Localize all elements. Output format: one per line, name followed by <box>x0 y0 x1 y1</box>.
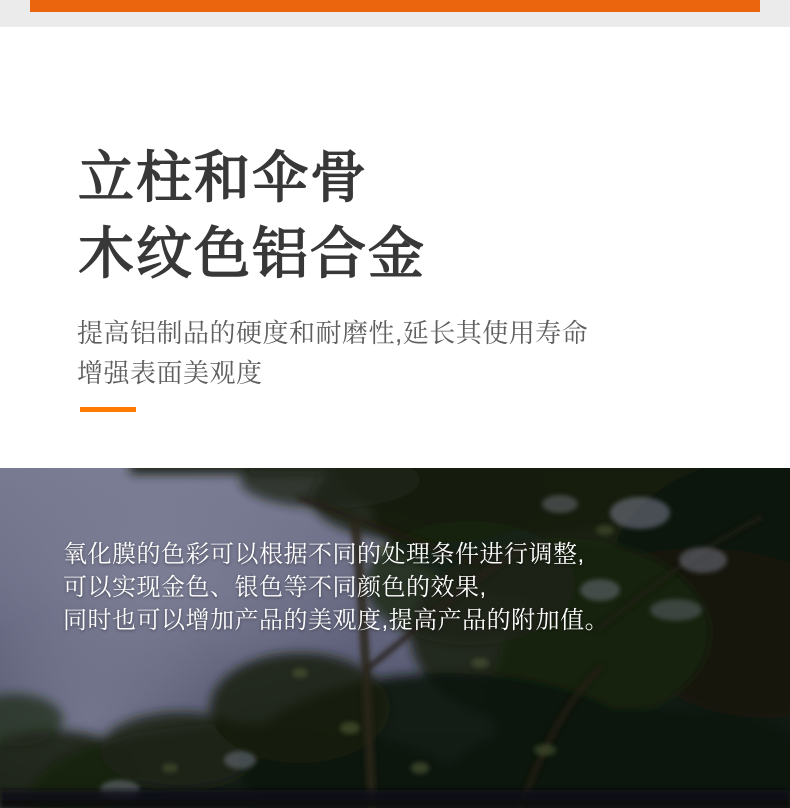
dusk-trees-photo <box>0 468 790 808</box>
section-subtitle-line-2: 增强表面美观度 <box>77 358 263 388</box>
product-photo-section <box>0 468 790 808</box>
accent-divider <box>80 407 136 412</box>
photo-caption-line-2: 可以实现金色、银色等不同颜色的效果, <box>63 574 487 601</box>
section-subtitle <box>77 313 588 393</box>
section-title-line-1: 立柱和伞骨 <box>78 146 368 209</box>
photo-caption-line-3: 同时也可以增加产品的美观度,提高产品的附加值。 <box>63 607 610 634</box>
photo-caption-line-1: 氧化膜的色彩可以根据不同的处理条件进行调整, <box>63 541 585 568</box>
photo-caption <box>63 538 609 637</box>
section-subtitle-line-1: 提高铝制品的硬度和耐磨性,延长其使用寿命 <box>77 318 589 348</box>
feature-section <box>0 27 790 468</box>
section-title <box>78 140 426 292</box>
previous-section-banner-edge <box>30 0 760 12</box>
section-title-line-2: 木纹色铝合金 <box>78 222 426 285</box>
page-top-strip <box>0 0 790 27</box>
